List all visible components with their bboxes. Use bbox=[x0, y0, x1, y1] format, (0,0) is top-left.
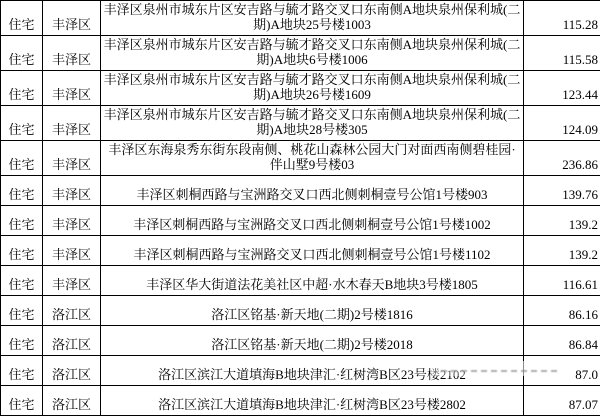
district-cell: 丰泽区 bbox=[43, 236, 101, 266]
address-cell: 丰泽区华大街道法花美社区中超·水木春天B地块3号楼1805 bbox=[101, 266, 524, 296]
address-cell: 丰泽区泉州市城东片区安吉路与毓才路交叉口东南侧A地块泉州保利城(二期)A地块6号楼1006 bbox=[101, 36, 524, 71]
table-row bbox=[1, 1, 600, 36]
area-cell: 87.07 bbox=[524, 386, 600, 416]
type-cell: 住宅 bbox=[1, 206, 43, 236]
area-cell: 115.58 bbox=[524, 36, 600, 71]
district-cell: 丰泽区 bbox=[43, 141, 101, 176]
table-row bbox=[1, 106, 600, 141]
district-cell: 洛江区 bbox=[43, 296, 101, 326]
area-cell: 115.28 bbox=[524, 1, 600, 36]
table-row bbox=[1, 266, 600, 296]
district-cell: 丰泽区 bbox=[43, 36, 101, 71]
district-cell: 丰泽区 bbox=[43, 206, 101, 236]
area-cell: 86.16 bbox=[524, 296, 600, 326]
district-cell: 丰泽区 bbox=[43, 266, 101, 296]
area-cell: 86.84 bbox=[524, 326, 600, 356]
district-cell: 丰泽区 bbox=[43, 176, 101, 206]
table-row bbox=[1, 36, 600, 71]
type-cell: 住宅 bbox=[1, 176, 43, 206]
address-cell: 丰泽区泉州市城东片区安吉路与毓才路交叉口东南侧A地块泉州保利城(二期)A地块26号楼1609 bbox=[101, 71, 524, 106]
table-row bbox=[1, 236, 600, 266]
table-row bbox=[1, 356, 600, 386]
address-cell: 洛江区滨江大道填海B地块津汇·红树湾B区23号楼2802 bbox=[101, 386, 524, 416]
area-cell: 124.09 bbox=[524, 106, 600, 141]
address-cell: 丰泽区刺桐西路与宝洲路交叉口西北侧刺桐壹号公馆1号楼1002 bbox=[101, 206, 524, 236]
type-cell: 住宅 bbox=[1, 36, 43, 71]
area-cell: 139.2 bbox=[524, 236, 600, 266]
address-cell: 丰泽区东海泉秀东街东段南侧、桃花山森林公园大门对面西南侧碧桂园·伴山墅9号楼03 bbox=[101, 141, 524, 176]
type-cell: 住宅 bbox=[1, 141, 43, 176]
type-cell: 住宅 bbox=[1, 356, 43, 386]
table-row bbox=[1, 296, 600, 326]
table-row bbox=[1, 386, 600, 416]
table-row bbox=[1, 141, 600, 176]
type-cell: 住宅 bbox=[1, 106, 43, 141]
address-cell: 丰泽区泉州市城东片区安吉路与毓才路交叉口东南侧A地块泉州保利城(二期)A地块25号楼1003 bbox=[101, 1, 524, 36]
area-cell: 116.61 bbox=[524, 266, 600, 296]
table-body bbox=[1, 1, 600, 416]
area-cell: 139.2 bbox=[524, 206, 600, 236]
address-cell: 丰泽区泉州市城东片区安吉路与毓才路交叉口东南侧A地块泉州保利城(二期)A地块28号楼305 bbox=[101, 106, 524, 141]
address-cell: 丰泽区刺桐西路与宝洲路交叉口西北侧刺桐壹号公馆1号楼903 bbox=[101, 176, 524, 206]
district-cell: 洛江区 bbox=[43, 356, 101, 386]
type-cell: 住宅 bbox=[1, 71, 43, 106]
table-row bbox=[1, 176, 600, 206]
district-cell: 丰泽区 bbox=[43, 1, 101, 36]
type-cell: 住宅 bbox=[1, 1, 43, 36]
type-cell: 住宅 bbox=[1, 236, 43, 266]
type-cell: 住宅 bbox=[1, 326, 43, 356]
area-cell: 236.86 bbox=[524, 141, 600, 176]
district-cell: 洛江区 bbox=[43, 386, 101, 416]
address-cell: 丰泽区刺桐西路与宝洲路交叉口西北侧刺桐壹号公馆1号楼1102 bbox=[101, 236, 524, 266]
district-cell: 丰泽区 bbox=[43, 71, 101, 106]
area-cell: 123.44 bbox=[524, 71, 600, 106]
table-row bbox=[1, 206, 600, 236]
area-cell: 139.76 bbox=[524, 176, 600, 206]
type-cell: 住宅 bbox=[1, 296, 43, 326]
district-cell: 丰泽区 bbox=[43, 106, 101, 141]
table-row bbox=[1, 326, 600, 356]
table-row bbox=[1, 71, 600, 106]
address-cell: 洛江区铭基·新天地(二期)2号楼2018 bbox=[101, 326, 524, 356]
type-cell: 住宅 bbox=[1, 266, 43, 296]
type-cell: 住宅 bbox=[1, 386, 43, 416]
district-cell: 洛江区 bbox=[43, 326, 101, 356]
area-cell: 87.0 bbox=[524, 356, 600, 386]
address-cell: 洛江区滨江大道填海B地块津汇·红树湾B区23号楼2102 bbox=[101, 356, 524, 386]
address-cell: 洛江区铭基·新天地(二期)2号楼1816 bbox=[101, 296, 524, 326]
